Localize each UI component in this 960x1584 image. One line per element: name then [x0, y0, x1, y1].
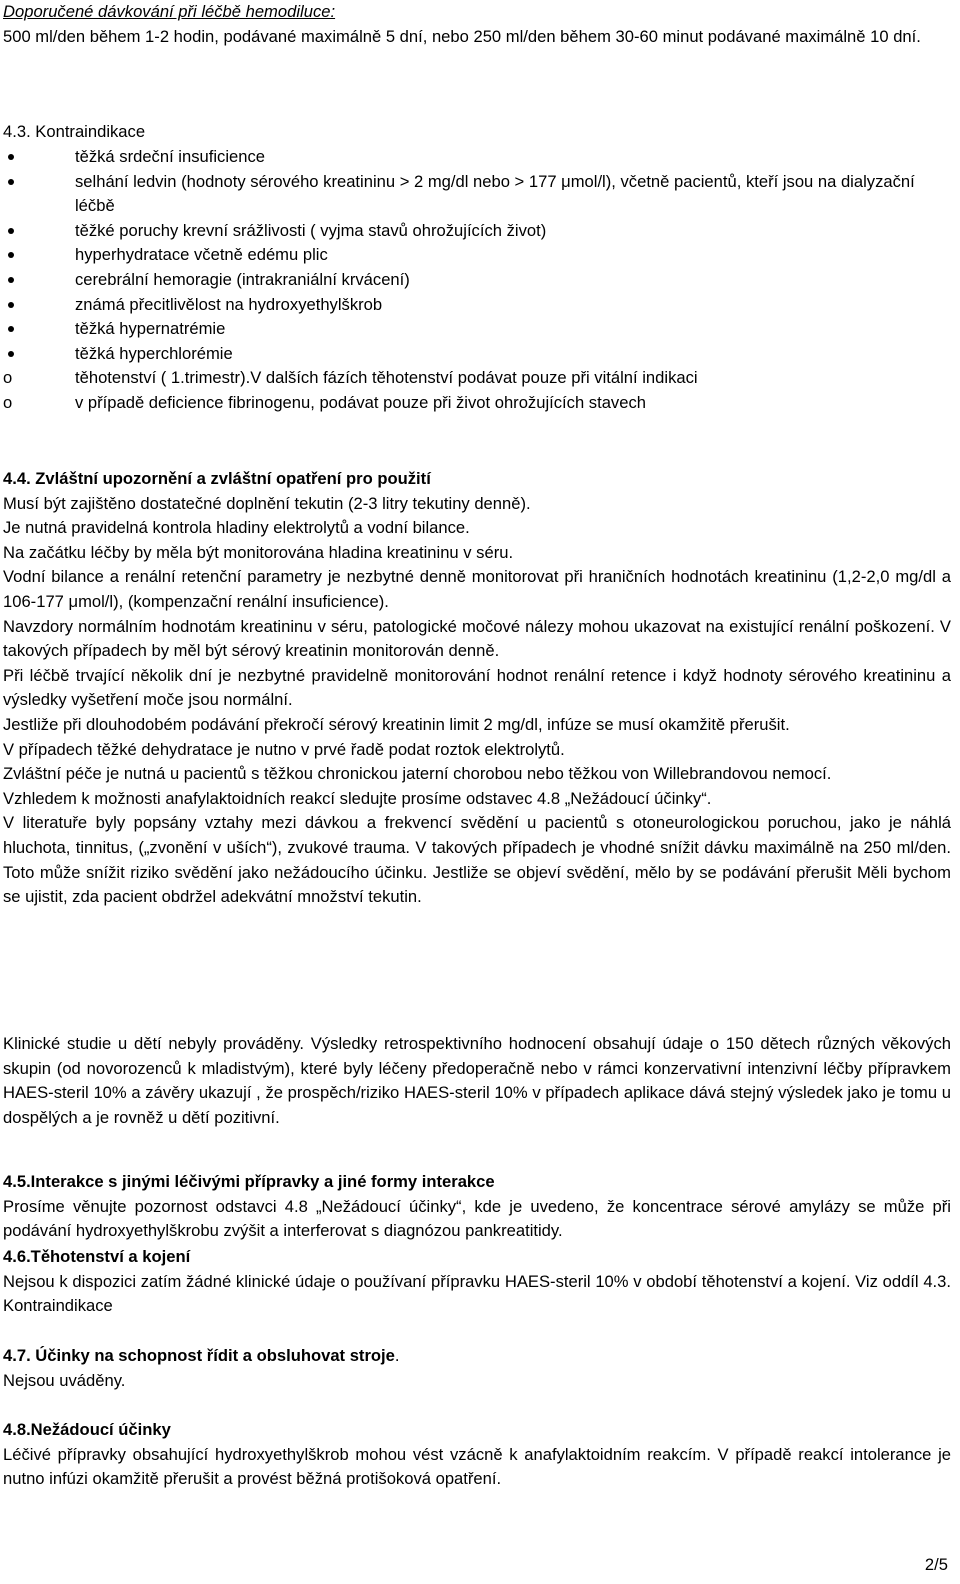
- paragraph: Musí být zajištěno dostatečné doplnění tekutin (2-3 litry tekutiny denně).: [3, 493, 531, 513]
- paragraph: Zvláštní péče je nutná u pacientů s těžkou chronickou jaterní chorobou nebo těžkou von Willebrandovou nemocí.: [3, 764, 832, 784]
- adverse-heading: 4.8.Nežádoucí účinky: [3, 1420, 171, 1439]
- paragraph: V případech těžké dehydratace je nutno v prvé řadě podat roztok elektrolytů.: [3, 739, 565, 759]
- paragraph: Jestliže při dlouhodobém podávání překročí sérový kreatinin limit 2 mg/dl, infúze se musí okamžitě přerušit.: [3, 714, 790, 734]
- list-item: cerebrální hemoragie (intrakraniální krvácení): [0, 268, 950, 293]
- bullet-icon: [8, 252, 14, 258]
- children-paragraph: Klinické studie u dětí nebyly prováděny. Výsledky retrospektivního hodnocení obsahují údaje o 150 dětech různých věkových skupin (od novorozenců k mladistvým), které byly léčeny předoperačně nebo v rámci konzervativní intenzivní léčby přípravkem HAES-steril 10% a závěry ukazují , že prospěch/riziko HAES-steril 10% v případech aplikace dává stejný výsledek jako je tomu u dospělých a je rovněž u dětí pozitivní.: [3, 1034, 951, 1127]
- adverse-section: [3, 1418, 951, 1492]
- interactions-text: Prosíme věnujte pozornost odstavci 4.8 „Nežádoucí účinky“, kde je uvedeno, že koncentrace sérové amylázy se může při podávání hydroxyethylškrobu zvýšit a interferovat s diagnózou pankreatitidy.: [3, 1196, 951, 1241]
- bullet-icon: [8, 228, 14, 234]
- paragraph: Vzhledem k možnosti anafylaktoidních reakcí sledujte prosíme odstavec 4.8 „Nežádoucí účinky“.: [3, 788, 712, 808]
- pregnancy-section: [3, 1245, 951, 1319]
- circle-bullet-icon: o: [3, 392, 13, 412]
- list-item: těžká hyperchlorémie: [0, 342, 950, 367]
- list-item: těžké poruchy krevní srážlivosti ( vyjma stavů ohrožujících život): [0, 219, 950, 244]
- list-item: těžká srdeční insuficience: [0, 145, 950, 170]
- dosage-section: [3, 0, 951, 49]
- bullet-icon: [8, 326, 14, 332]
- adverse-text: Léčivé přípravky obsahující hydroxyethylškrob mohou vést vzácně k anafylaktoidním reakcím. V případě reakcí intolerance je nutno infúzi okamžitě přerušit a provést běžná protišoková opatření.: [3, 1444, 951, 1489]
- list-item: o v případě deficience fibrinogenu, podávat pouze při život ohrožujících stavech: [0, 391, 950, 416]
- paragraph: V literatuře byly popsány vztahy mezi dávkou a frekvencí svědění u pacientů s otoneurologickou poruchou, jako je náhlá hluchota, tinnitus, („zvonění v uších“), zvukové trauma. V takových případech je vhodné snížit dávku maximálně na 250 ml/den. Toto může snížit riziko svědění jako nežádoucího účinku. Jestliže se objeví svědění, mělo by se podávání přerušit Měli bychom se ujistit, zda pacient obdržel adekvátní množství tekutin.: [3, 813, 951, 907]
- warnings-section: [3, 467, 951, 910]
- paragraph: Na začátku léčby by měla být monitorována hladina kreatininu v séru.: [3, 542, 514, 562]
- driving-section: [3, 1344, 951, 1393]
- driving-heading-end: .: [394, 1346, 400, 1365]
- driving-heading: 4.7. Účinky na schopnost řídit a obsluhovat stroje: [3, 1346, 395, 1365]
- interactions-section: [3, 1170, 951, 1244]
- bullet-icon: [8, 179, 14, 185]
- bullet-icon: [8, 302, 14, 308]
- list-item: těžká hypernatrémie: [0, 317, 950, 342]
- paragraph: Navzdory normálním hodnotám kreatininu v séru, patologické močové nálezy mohou ukazovat na existující renální poškození. V takových případech by měl být sérový kreatinin monitorován denně.: [3, 616, 951, 661]
- page-number: 2/5: [924, 1555, 948, 1574]
- contraindications-heading: 4.3. Kontraindikace: [3, 122, 146, 141]
- driving-heading-row: [3, 1344, 951, 1369]
- dosage-heading: Doporučené dávkování při léčbě hemodiluce:: [3, 2, 336, 21]
- contraindications-list: [0, 145, 950, 416]
- paragraph: Vodní bilance a renální retenční parametry je nezbytné denně monitorovat při hraničních hodnotách kreatininu (1,2-2,0 mg/dl a 106-177 μmol/l), (kompenzační renální insuficience).: [3, 567, 951, 611]
- driving-text: Nejsou uváděny.: [3, 1370, 126, 1390]
- pregnancy-heading: 4.6.Těhotenství a kojení: [3, 1247, 191, 1266]
- circle-bullet-icon: o: [3, 368, 13, 388]
- paragraph: Je nutná pravidelná kontrola hladiny elektrolytů a vodní bilance.: [3, 518, 470, 538]
- interactions-heading: 4.5.Interakce s jinými léčivými přípravky a jiné formy interakce: [3, 1172, 495, 1191]
- bullet-icon: [8, 351, 14, 357]
- list-item: hyperhydratace včetně edému plic: [0, 243, 950, 268]
- bullet-icon: [8, 154, 14, 160]
- warnings-heading: 4.4. Zvláštní upozornění a zvláštní opatření pro použití: [3, 469, 431, 488]
- list-item: selhání ledvin (hodnoty sérového kreatininu > 2 mg/dl nebo > 177 μmol/l), včetně pacientů, kteří jsou na dialyzační léčbě: [0, 170, 950, 219]
- list-item: známá přecitlivělost na hydroxyethylškrob: [0, 293, 950, 318]
- list-item: o těhotenství ( 1.trimestr).V dalších fázích těhotenství podávat pouze při vitální indikaci: [0, 366, 950, 391]
- dosage-text: 500 ml/den během 1-2 hodin, podávané maximálně 5 dní, nebo 250 ml/den během 30-60 minut podávané maximálně 10 dní.: [3, 26, 921, 46]
- bullet-icon: [8, 277, 14, 283]
- pregnancy-text: Nejsou k dispozici zatím žádné klinické údaje o používaní přípravku HAES-steril 10% v období těhotenství a kojení. Viz oddíl 4.3. Kontraindikace: [3, 1271, 951, 1316]
- paragraph: Při léčbě trvající několik dní je nezbytné pravidelně monitorování hodnot renální retence i když hodnoty sérového kreatininu a výsledky vyšetření moče jsou normální.: [3, 665, 951, 710]
